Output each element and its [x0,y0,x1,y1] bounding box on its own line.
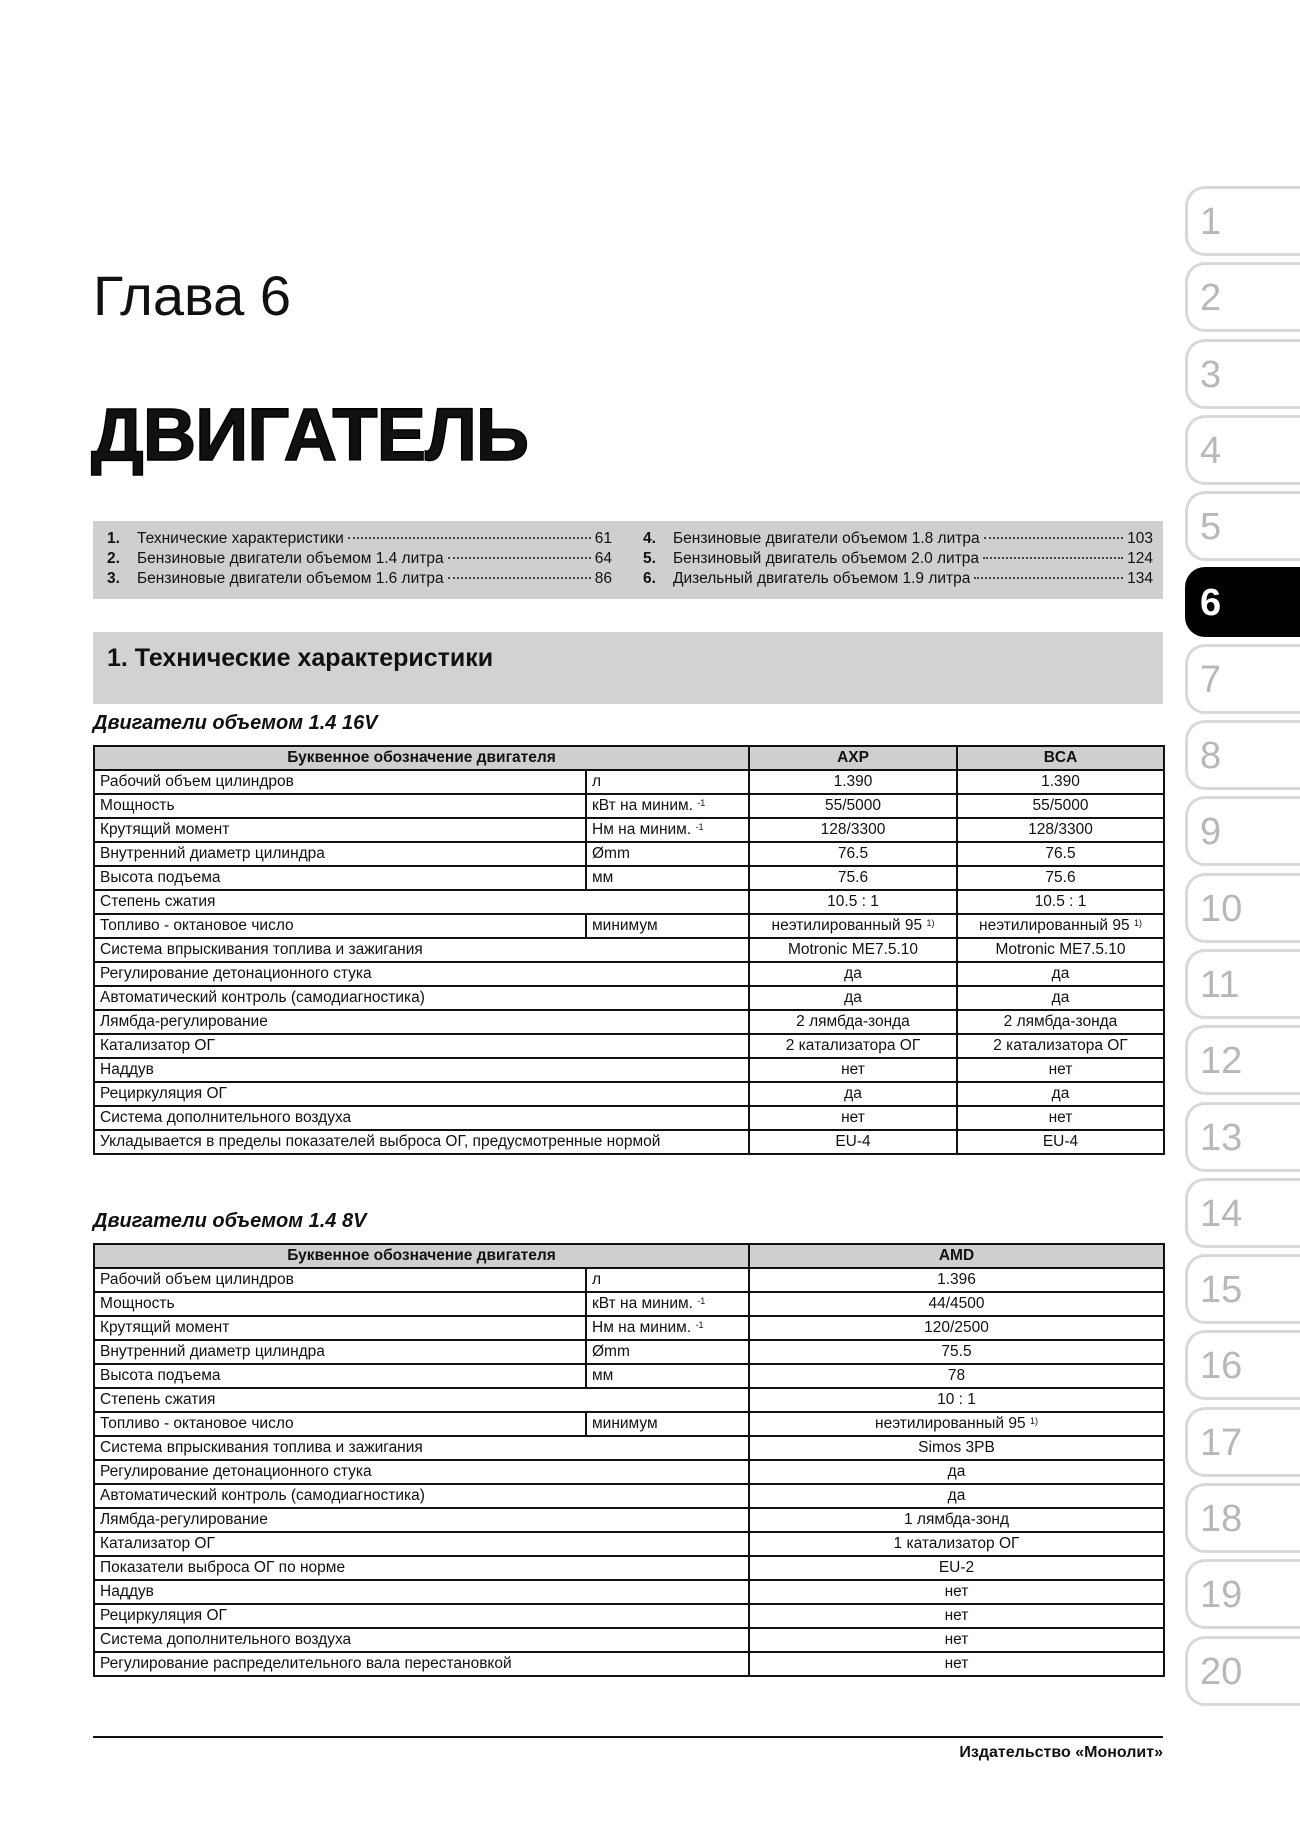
param-value: нет [749,1106,957,1130]
chapter-tab-11[interactable] [1185,949,1300,1019]
param-unit: мм [586,866,749,890]
param-value: 128/3300 [957,818,1164,842]
table-row [94,1340,1164,1364]
param-name: Топливо - октановое число [94,1412,586,1436]
param-name: Внутренний диаметр цилиндра [94,1340,586,1364]
toc-page: 124 [1127,550,1153,567]
toc-page: 134 [1127,570,1153,587]
param-value: Motronic ME7.5.10 [957,938,1164,962]
table-row [94,1628,1164,1652]
param-value: 1 катализатор ОГ [749,1532,1164,1556]
param-value: нет [749,1058,957,1082]
toc-page: 64 [594,550,612,567]
chapter-tab-label: 20 [1200,1650,1243,1693]
toc-num: 3. [107,570,120,587]
toc-text: Бензиновые двигатели объемом 1.4 литра [137,550,444,567]
header-engine-code: Буквенное обозначение двигателя [94,746,749,770]
section-title: 1. Технические характеристики [107,644,494,672]
param-name: Система дополнительного воздуха [94,1106,749,1130]
section-heading [93,632,1163,704]
table-row [94,1010,1164,1034]
toc-leader [974,577,1123,579]
table-row [94,914,1164,938]
toc-text: Бензиновые двигатели объемом 1.6 литра [137,570,444,587]
chapter-title: ДВИГАТЕЛЬ [91,393,529,476]
param-name: Регулирование распределительного вала перестановкой [94,1652,749,1676]
param-value: 2 катализатора ОГ [749,1034,957,1058]
table-row [94,1058,1164,1082]
param-value: 78 [749,1364,1164,1388]
param-name: Регулирование детонационного стука [94,1460,749,1484]
param-name: Крутящий момент [94,818,586,842]
chapter-tab-6[interactable] [1185,567,1300,637]
param-unit: л [586,770,749,794]
param-value: нет [749,1604,1164,1628]
toc-leader [448,577,591,579]
publisher-name: Издательство «Монолит» [959,1744,1163,1761]
param-value: неэтилированный 95 $^{1)}$ [749,1412,1164,1436]
table-header-row [94,746,1164,770]
toc-num: 2. [107,550,120,567]
toc-item[interactable] [643,549,1153,569]
toc-text: Дизельный двигатель объемом 1.9 литра [673,570,971,587]
param-name: Мощность [94,1292,586,1316]
toc-page: 103 [1127,530,1153,547]
param-value: неэтилированный 95 $^{1)}$ [957,914,1164,938]
param-unit: Ømm [586,842,749,866]
toc-num: 6. [643,570,656,587]
chapter-tab-4[interactable] [1185,415,1300,485]
table-row [94,938,1164,962]
param-value: 1.390 [957,770,1164,794]
table-row [94,890,1164,914]
table1-subtitle: Двигатели объемом 1.4 16V [93,712,378,734]
param-unit: Нм на миним. $^{-1}$ [586,818,749,842]
table-row [94,962,1164,986]
param-name: Автоматический контроль (самодиагностика) [94,1484,749,1508]
param-unit: минимум [586,914,749,938]
param-value: нет [957,1058,1164,1082]
table-row [94,770,1164,794]
param-value: 55/5000 [749,794,957,818]
toc-text: Бензиновый двигатель объемом 2.0 литра [673,550,980,567]
param-value: нет [957,1106,1164,1130]
param-name: Рабочий объем цилиндров [94,770,586,794]
param-value: 1.390 [749,770,957,794]
table-row [94,1484,1164,1508]
table-row [94,986,1164,1010]
param-value: нет [749,1628,1164,1652]
toc-num: 5. [643,550,656,567]
param-value: да [957,962,1164,986]
chapter-tab-label: 1 [1200,201,1222,243]
param-value: 10 : 1 [749,1388,1164,1412]
toc-text: Технические характеристики [137,530,344,547]
table-of-contents [93,521,1163,599]
table-row [94,1532,1164,1556]
table-header-row [94,1244,1164,1268]
table-row [94,1316,1164,1340]
chapter-tab-18[interactable] [1185,1483,1300,1553]
param-value: 75.6 [749,866,957,890]
chapter-tab-12[interactable] [1185,1025,1300,1095]
table-row [94,1652,1164,1676]
table-row [94,1292,1164,1316]
param-value: 76.5 [749,842,957,866]
param-value: 75.6 [957,866,1164,890]
param-value: да [957,1082,1164,1106]
chapter-tab-1[interactable] [1185,186,1300,256]
table-row [94,866,1164,890]
param-name: Катализатор ОГ [94,1034,749,1058]
chapter-tab-3[interactable] [1185,339,1300,409]
param-name: Рабочий объем цилиндров [94,1268,586,1292]
chapter-tabs [1185,186,1300,1712]
param-value: 76.5 [957,842,1164,866]
param-name: Мощность [94,794,586,818]
chapter-tab-15[interactable] [1185,1254,1300,1324]
spec-table-148v [93,1243,1165,1677]
param-value: да [749,1460,1164,1484]
param-unit: кВт на миним. $^{-1}$ [586,1292,749,1316]
param-value: 44/4500 [749,1292,1164,1316]
chapter-tab-19[interactable] [1185,1559,1300,1629]
table-row [94,1364,1164,1388]
param-value: 1 лямбда-зонд [749,1508,1164,1532]
param-name: Рециркуляция ОГ [94,1082,749,1106]
param-value: 2 лямбда-зонда [957,1010,1164,1034]
toc-column-right [643,529,1153,589]
toc-page: 86 [594,570,612,587]
chapter-tab-label: 14 [1200,1192,1243,1235]
header-engine-amd: AMD [749,1244,1164,1268]
param-value: 1.396 [749,1268,1164,1292]
chapter-tab-10[interactable] [1185,873,1300,943]
chapter-tab-14[interactable] [1185,1178,1300,1248]
chapter-tab-label: 8 [1200,735,1222,778]
param-name: Укладывается в пределы показателей выброса ОГ, предусмотренные нормой [94,1130,749,1154]
param-name: Наддув [94,1058,749,1082]
spec-table-1416v [93,745,1165,1155]
chapter-tab-label: 15 [1200,1269,1243,1312]
chapter-tab-label: 19 [1200,1574,1243,1617]
table-row [94,1412,1164,1436]
param-name: Система дополнительного воздуха [94,1628,749,1652]
toc-leader [984,537,1124,539]
chapter-tab-2[interactable] [1185,262,1300,332]
param-name: Система впрыскивания топлива и зажигания [94,1436,749,1460]
table-row [94,1106,1164,1130]
param-unit: кВт на миним. $^{-1}$ [586,794,749,818]
param-value: 75.5 [749,1340,1164,1364]
toc-leader [448,557,591,559]
chapter-tab-label: 17 [1200,1421,1243,1464]
chapter-tab-label: 16 [1200,1345,1243,1388]
footer-divider [93,1736,1163,1738]
param-value: неэтилированный 95 $^{1)}$ [749,914,957,938]
param-value: да [749,1082,957,1106]
toc-page: 61 [594,530,612,547]
param-name: Высота подъема [94,866,586,890]
param-name: Высота подъема [94,1364,586,1388]
param-unit: минимум [586,1412,749,1436]
param-name: Внутренний диаметр цилиндра [94,842,586,866]
param-name: Лямбда-регулирование [94,1010,749,1034]
chapter-tab-label: 7 [1200,658,1222,701]
param-value: нет [749,1580,1164,1604]
chapter-tab-label: 9 [1200,811,1222,854]
param-value: 10.5 : 1 [749,890,957,914]
table-row [94,818,1164,842]
table-row [94,1034,1164,1058]
chapter-tab-13[interactable] [1185,1102,1300,1172]
param-name: Степень сжатия [94,1388,749,1412]
param-value: Simos 3PB [749,1436,1164,1460]
table-row [94,1436,1164,1460]
table-row [94,1130,1164,1154]
toc-item[interactable] [107,529,612,549]
chapter-tab-5[interactable] [1185,491,1300,561]
param-unit: мм [586,1364,749,1388]
toc-item[interactable] [643,529,1153,549]
param-value: EU-2 [749,1556,1164,1580]
toc-text: Бензиновые двигатели объемом 1.8 литра [673,530,980,547]
param-value: 10.5 : 1 [957,890,1164,914]
toc-num: 1. [107,530,120,547]
param-name: Рециркуляция ОГ [94,1604,749,1628]
table2-subtitle: Двигатели объемом 1.4 8V [93,1210,367,1232]
header-engine-code: Буквенное обозначение двигателя [94,1244,749,1268]
chapter-tab-16[interactable] [1185,1330,1300,1400]
param-value: нет [749,1652,1164,1676]
param-name: Автоматический контроль (самодиагностика) [94,986,749,1010]
table-row [94,1268,1164,1292]
param-unit: Нм на миним. $^{-1}$ [586,1316,749,1340]
table-row [94,1388,1164,1412]
chapter-tab-7[interactable] [1185,644,1300,714]
param-name: Степень сжатия [94,890,749,914]
header-engine-axp: AXP [749,746,957,770]
table-row [94,794,1164,818]
chapter-tab-label: 5 [1200,506,1222,549]
chapter-tab-label: 6 [1200,582,1222,625]
toc-item[interactable] [107,569,612,589]
chapter-tab-label: 11 [1200,963,1240,1006]
chapter-tab-label: 13 [1200,1116,1243,1159]
param-name: Катализатор ОГ [94,1532,749,1556]
param-value: 128/3300 [749,818,957,842]
chapter-tab-20[interactable] [1185,1636,1300,1706]
param-name: Показатели выброса ОГ по норме [94,1556,749,1580]
param-name: Крутящий момент [94,1316,586,1340]
chapter-tab-17[interactable] [1185,1407,1300,1477]
param-name: Лямбда-регулирование [94,1508,749,1532]
chapter-tab-label: 12 [1200,1040,1243,1083]
chapter-tab-label: 4 [1200,429,1222,472]
param-value: да [749,962,957,986]
param-value: да [749,1484,1164,1508]
table-row [94,1508,1164,1532]
param-name: Система впрыскивания топлива и зажигания [94,938,749,962]
param-value: 120/2500 [749,1316,1164,1340]
chapter-label: Глава 6 [93,264,291,327]
toc-column-left [107,529,612,589]
chapter-tab-label: 10 [1200,887,1243,930]
table-row [94,1580,1164,1604]
param-value: да [957,986,1164,1010]
toc-item[interactable] [643,569,1153,589]
toc-leader [983,557,1123,559]
toc-num: 4. [643,530,656,547]
chapter-tab-label: 3 [1200,353,1222,396]
param-value: 2 катализатора ОГ [957,1034,1164,1058]
table-row [94,1556,1164,1580]
param-value: Motronic ME7.5.10 [749,938,957,962]
param-name: Регулирование детонационного стука [94,962,749,986]
chapter-tab-9[interactable] [1185,796,1300,866]
param-value: да [749,986,957,1010]
header-engine-bca: BCA [957,746,1164,770]
param-value: 55/5000 [957,794,1164,818]
chapter-tab-label: 2 [1200,277,1222,320]
param-value: EU-4 [957,1130,1164,1154]
table-row [94,1604,1164,1628]
table-row [94,842,1164,866]
param-value: EU-4 [749,1130,957,1154]
param-name: Наддув [94,1580,749,1604]
toc-item[interactable] [107,549,612,569]
chapter-tab-8[interactable] [1185,720,1300,790]
table-row [94,1460,1164,1484]
chapter-tab-label: 18 [1200,1498,1243,1541]
table-row [94,1082,1164,1106]
param-unit: л [586,1268,749,1292]
param-unit: Ømm [586,1340,749,1364]
toc-leader [348,537,591,539]
param-name: Топливо - октановое число [94,914,586,938]
param-value: 2 лямбда-зонда [749,1010,957,1034]
